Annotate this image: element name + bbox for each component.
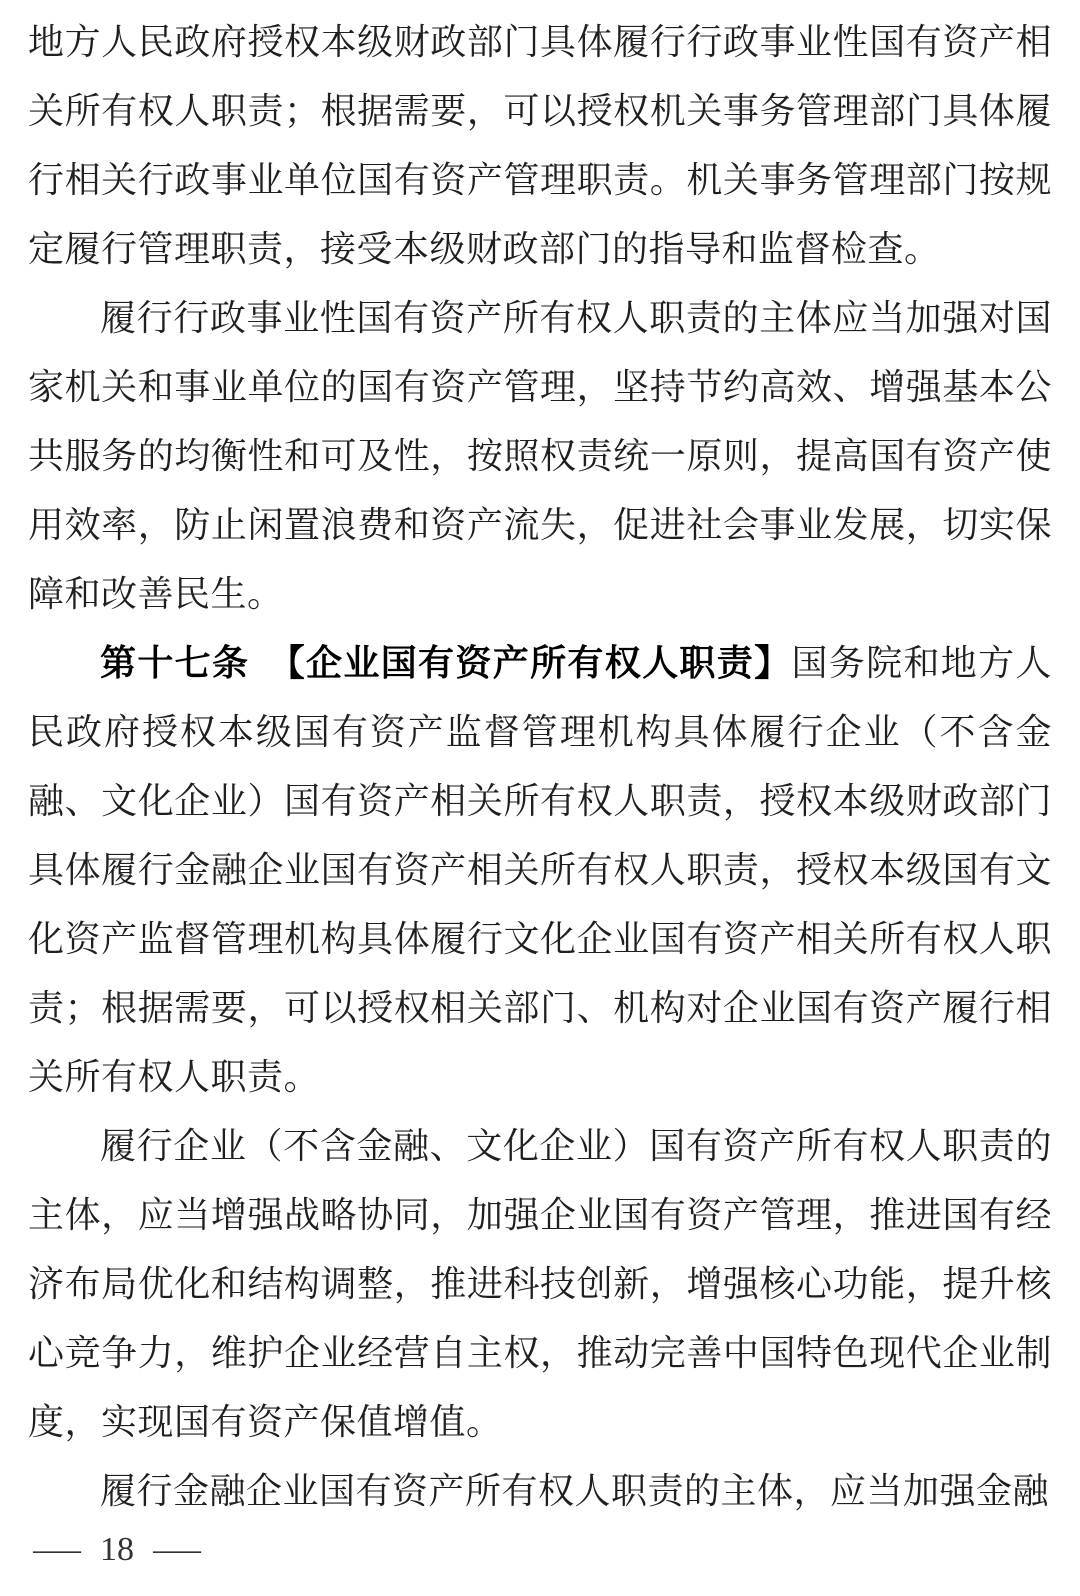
page-footer: [33, 1528, 201, 1572]
paragraph-admin-assets-duty: 履行行政事业性国有资产所有权人职责的主体应当加强对国家机关和事业单位的国有资产管理，坚持节约高效、增强基本公共服务的均衡性和可及性，按照权责统一原则，提高国有资产使用效率，防止闲置浪费和资产流失，促进社会事业发展，切实保障和改善民生。: [28, 298, 1052, 614]
footer-right-dash: —: [153, 1531, 201, 1568]
paragraph-continuation: 地方人民政府授权本级财政部门具体履行行政事业性国有资产相关所有权人职责；根据需要，可以授权机关事务管理部门具体履行相关行政事业单位国有资产管理职责。机关事务管理部门按规定履行管理职责，接受本级财政部门的指导和监督检查。: [28, 22, 1052, 269]
footer-left-dash: —: [33, 1531, 81, 1568]
page-number: 18: [100, 1531, 134, 1568]
paragraph-enterprise-assets-duty: 履行企业（不含金融、文化企业）国有资产所有权人职责的主体，应当增强战略协同，加强企业国有资产管理，推进国有经济布局优化和结构调整，推进科技创新，增强核心功能，提升核心竞争力，维护企业经营自主权，推动完善中国特色现代企业制度，实现国有资产保值增值。: [28, 1126, 1052, 1442]
paragraph-article-17: [28, 629, 1052, 1112]
article-17-heading: 第十七条 【企业国有资产所有权人职责】: [100, 643, 792, 683]
article-17-body: 国务院和地方人民政府授权本级国有资产监督管理机构具体履行企业（不含金融、文化企业）国有资产相关所有权人职责，授权本级财政部门具体履行金融企业国有资产相关所有权人职责，授权本级国有文化资产监督管理机构具体履行文化企业国有资产相关所有权人职责；根据需要，可以授权相关部门、机构对企业国有资产履行相关所有权人职责。: [28, 643, 1052, 1097]
paragraph-financial-enterprise-truncated: 履行金融企业国有资产所有权人职责的主体，应当加强金融: [100, 1471, 1050, 1511]
text-block: [28, 8, 1052, 1526]
